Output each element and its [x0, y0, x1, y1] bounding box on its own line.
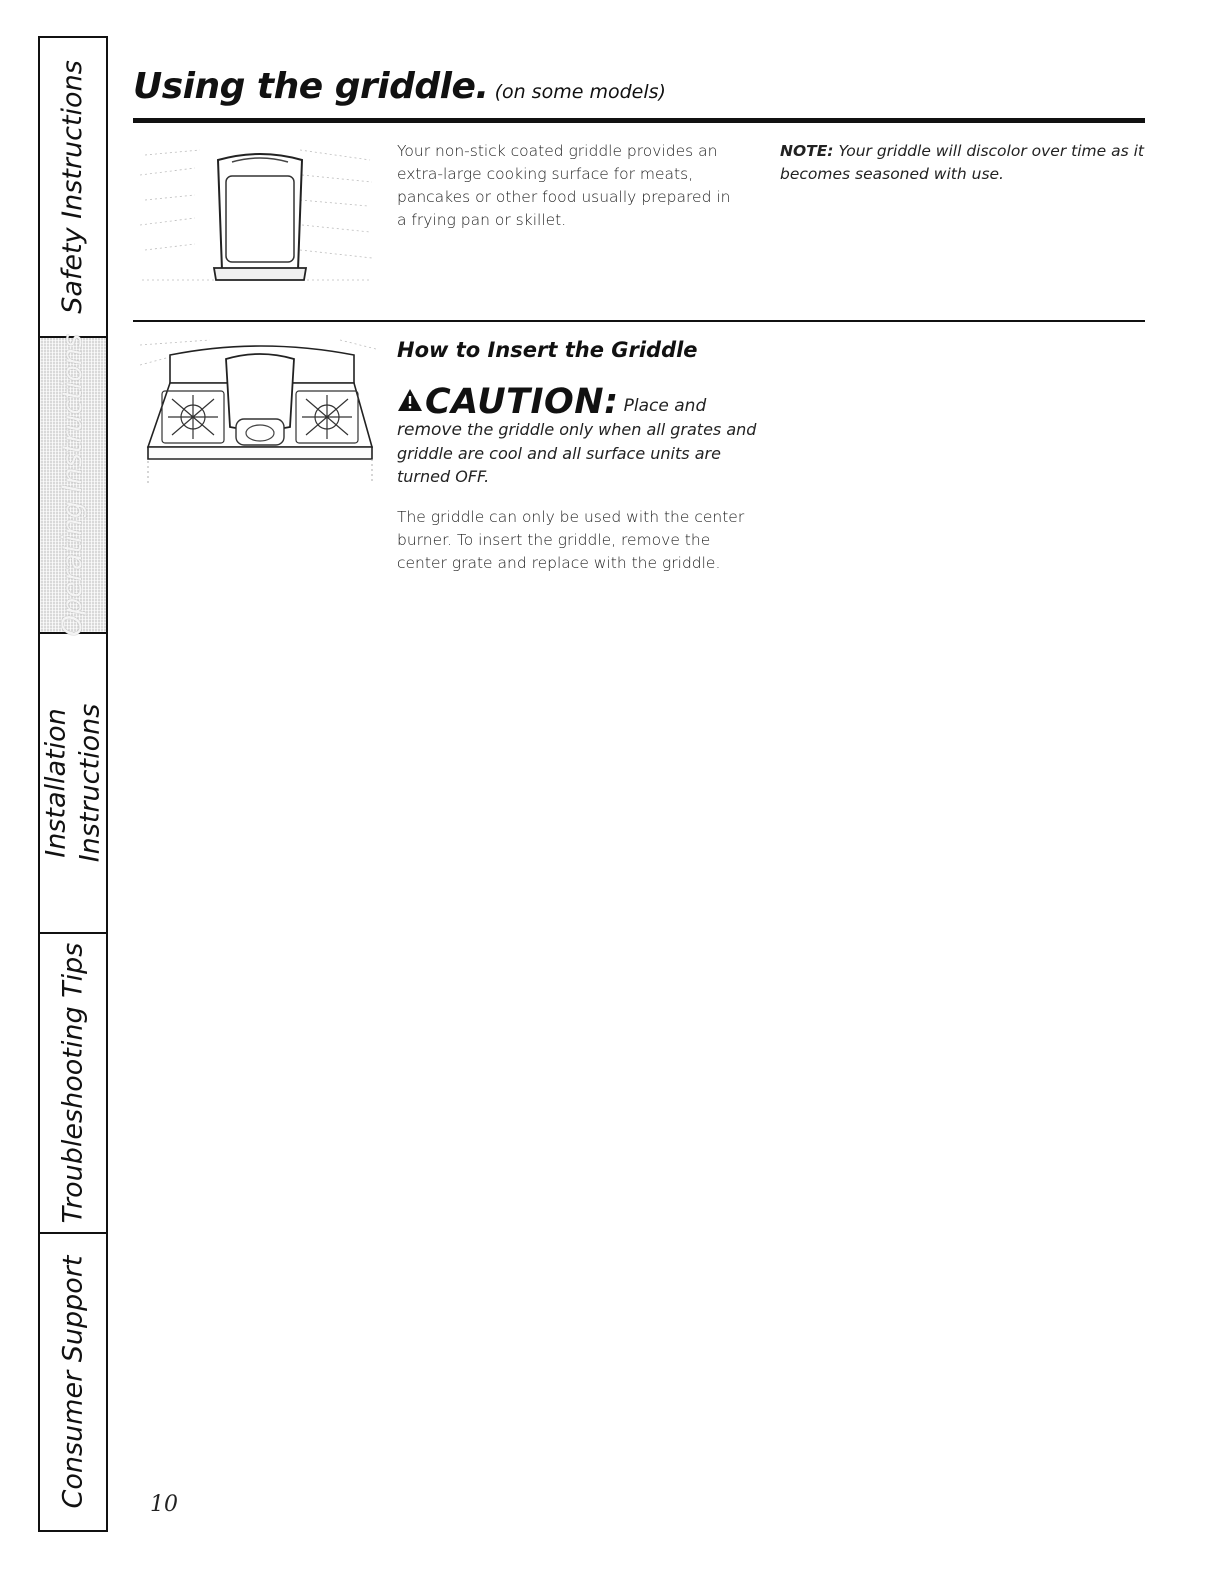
page-title [133, 66, 666, 107]
tab-troubleshooting-tips-label: Troubleshooting Tips [57, 942, 88, 1224]
section-divider [133, 320, 1145, 322]
note-text: Your griddle will discolor over time as it becomes seasoned with use. [780, 142, 1144, 183]
tab-installation-line1: Installation [40, 708, 72, 858]
tab-troubleshooting-tips[interactable] [40, 934, 106, 1234]
tab-consumer-support-label: Consumer Support [57, 1255, 88, 1509]
tab-consumer-support[interactable] [40, 1234, 106, 1530]
tab-operating-instructions-label: Operating Instructions [57, 333, 88, 637]
side-tab-rail [38, 36, 108, 1532]
page-header [133, 66, 1145, 123]
caution-word: CAUTION: [425, 382, 619, 422]
section-heading: How to Insert the Griddle [397, 338, 698, 362]
caution-block [397, 382, 757, 488]
insert-instructions: The griddle can only be used with the center burner. To insert the griddle, remove the center grate and replace with the griddle. [397, 508, 745, 572]
griddle-illustration [140, 140, 375, 290]
caution-lead: Place and remove [397, 396, 707, 440]
note-label: NOTE: [780, 142, 834, 160]
page-subtitle: (on some models) [494, 81, 666, 103]
range-with-griddle-illustration [140, 335, 380, 485]
note-paragraph [780, 140, 1150, 186]
page-number: 10 [150, 1492, 178, 1517]
tab-operating-instructions[interactable] [40, 333, 106, 637]
tab-installation-instructions[interactable] [40, 634, 106, 934]
intro-paragraph: Your non-stick coated griddle provides an extra-large cooking surface for meats, pancakes or other food usually prepared in a frying pan or skillet. [397, 142, 731, 229]
page-title-text: Using the griddle. [133, 66, 489, 107]
caution-text: the griddle only when all grates and griddle are cool and all surface units are turned OFF. [397, 420, 757, 486]
caution-triangle-icon [397, 388, 423, 412]
tab-safety-instructions-label: Safety Instructions [57, 60, 88, 314]
tab-safety-instructions[interactable] [40, 38, 106, 338]
tab-installation-instructions-label [39, 704, 107, 863]
tab-installation-line2: Instructions [74, 703, 106, 863]
